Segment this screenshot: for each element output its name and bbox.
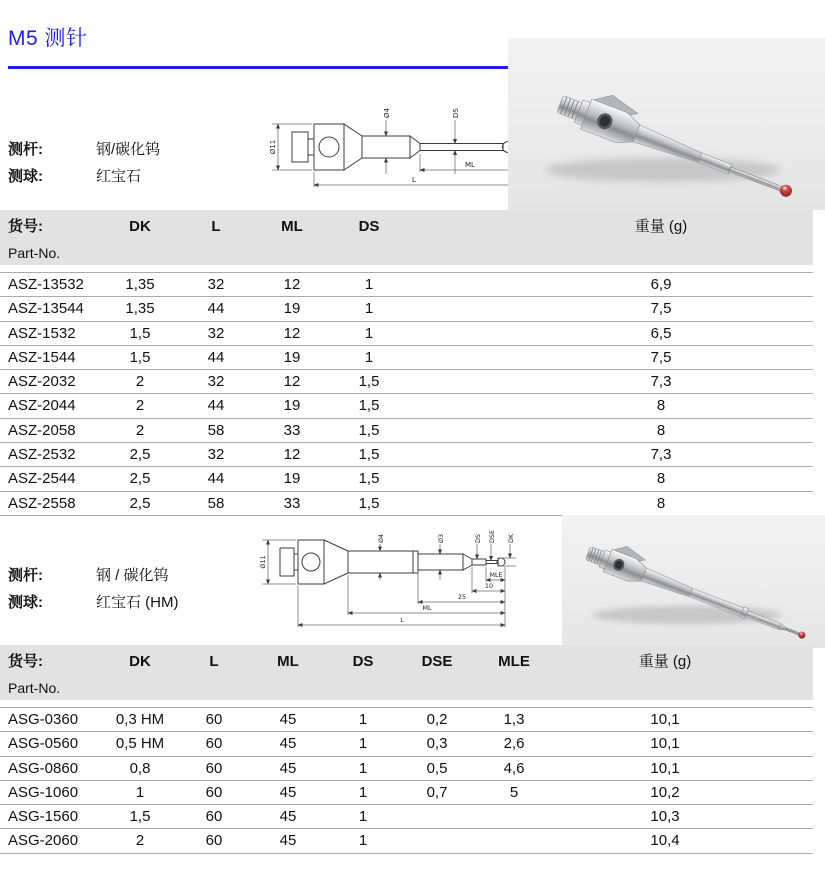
cell-l: 44 — [207, 470, 225, 488]
dim-label-l: L — [400, 616, 404, 624]
cell-dse: 0,7 — [426, 783, 448, 801]
cell-dk: 2,5 — [129, 446, 151, 464]
cell-ds: 1,5 — [358, 446, 380, 464]
cell-l: 58 — [207, 494, 225, 512]
dim-label-ml: ML — [422, 604, 432, 612]
cell-l: 60 — [205, 759, 223, 777]
cell-part-no: ASZ-2558 — [8, 494, 76, 512]
cell-dk: 0,3 HM — [115, 711, 165, 728]
cell-ml: 19 — [283, 300, 301, 318]
col-header-ds: DS — [352, 653, 374, 670]
cell-part-no: ASG-2060 — [8, 832, 79, 850]
spec-row — [8, 163, 258, 190]
table-row — [0, 757, 813, 781]
spec-value: 钢 / 碳化钨 — [96, 567, 169, 584]
cell-ds: 1,5 — [358, 397, 380, 415]
table-row — [0, 394, 813, 418]
cell-ds: 1 — [364, 324, 374, 342]
col-header-dse: DSE — [421, 653, 453, 670]
table-row — [0, 732, 813, 756]
cell-ml: 12 — [283, 324, 301, 342]
cell-spacer — [406, 273, 556, 296]
dim-label-ds: DS — [452, 108, 460, 118]
technical-drawing-2 — [248, 518, 558, 646]
cell-dk: 2 — [135, 373, 145, 391]
cell-mle — [476, 829, 552, 852]
section2-specs — [8, 562, 258, 616]
cell-spacer — [552, 757, 560, 780]
cell-weight: 10,1 — [650, 711, 680, 728]
cell-ds: 1,5 — [358, 421, 380, 439]
cell-part-no: ASG-0360 — [8, 711, 79, 728]
cell-ds: 1 — [358, 759, 368, 777]
product-photo-1 — [508, 38, 825, 210]
table-row — [0, 346, 813, 370]
cell-spacer — [406, 419, 556, 442]
spec-value: 钢/碳化钨 — [96, 141, 161, 158]
cell-dse — [398, 829, 476, 852]
cell-part-no: ASG-0560 — [8, 735, 79, 753]
part-no-header-en: Part-No. — [8, 245, 61, 261]
cell-part-no: ASZ-1544 — [8, 348, 76, 366]
cell-dk: 0,5 HM — [115, 735, 165, 753]
cell-ml: 45 — [279, 808, 297, 826]
dim-label-dk: DK — [507, 533, 515, 543]
cell-part-no: ASZ-1532 — [8, 324, 76, 342]
cell-part-no: ASZ-2032 — [8, 373, 76, 391]
cell-weight: 8 — [656, 494, 666, 512]
cell-dk: 1,35 — [125, 276, 155, 293]
cell-mle: 1,3 — [503, 711, 525, 728]
cell-part-no: ASZ-2058 — [8, 421, 76, 439]
cell-ml: 19 — [283, 397, 301, 415]
cell-ml: 45 — [279, 711, 297, 728]
table-row — [0, 781, 813, 805]
cell-l: 44 — [207, 300, 225, 318]
cell-weight: 8 — [656, 470, 666, 488]
cell-l: 60 — [205, 832, 223, 850]
table-row — [0, 829, 813, 853]
cell-ml: 45 — [279, 735, 297, 753]
cell-weight: 7,5 — [650, 348, 672, 366]
cell-spacer — [552, 732, 560, 755]
cell-spacer — [406, 322, 556, 345]
cell-weight: 7,3 — [650, 373, 672, 391]
part-no-header — [0, 210, 100, 265]
dim-label-mle: MLE — [489, 571, 503, 579]
photo-shadow — [545, 158, 781, 182]
cell-mle: 5 — [509, 783, 519, 801]
cell-dk: 2 — [135, 832, 145, 850]
cell-spacer — [552, 708, 560, 731]
cell-dk: 1 — [135, 783, 145, 801]
cell-ml: 19 — [283, 470, 301, 488]
cell-ds: 1,5 — [358, 494, 380, 512]
cell-ml: 12 — [283, 373, 301, 391]
cell-part-no: ASG-1560 — [8, 808, 79, 826]
cell-dk: 2 — [135, 397, 145, 415]
table2-header — [0, 645, 813, 700]
cell-weight: 10,4 — [650, 832, 680, 850]
cell-spacer — [406, 492, 556, 515]
cell-weight: 10,2 — [650, 783, 680, 801]
cell-part-no: ASZ-2044 — [8, 397, 76, 415]
col-header-l: L — [211, 218, 221, 235]
cell-ds: 1 — [358, 808, 368, 826]
table-row — [0, 297, 813, 321]
cell-ml: 33 — [283, 494, 301, 512]
table-row — [0, 273, 813, 297]
cell-ml: 12 — [283, 276, 301, 293]
cell-ds: 1 — [358, 783, 368, 801]
cell-dk: 1,35 — [125, 300, 155, 318]
cell-ds: 1 — [358, 832, 368, 850]
header-spacer — [406, 210, 556, 265]
cell-l: 32 — [207, 276, 225, 293]
col-header-mle: MLE — [498, 653, 530, 670]
product-photo-2 — [562, 515, 825, 648]
cell-spacer — [552, 829, 560, 852]
table1-header — [0, 210, 813, 265]
cell-l: 32 — [207, 373, 225, 391]
cell-part-no: ASG-0860 — [8, 759, 79, 777]
dim-label-10: 10 — [484, 582, 494, 590]
section1-specs — [8, 136, 258, 190]
table-row — [0, 322, 813, 346]
dim-label-ml: ML — [465, 161, 475, 169]
cell-weight: 8 — [656, 397, 666, 415]
header-spacer — [552, 645, 560, 700]
cell-ds: 1,5 — [358, 470, 380, 488]
cell-dk: 0,8 — [129, 759, 151, 777]
spec-label: 测球: — [8, 168, 43, 185]
cell-dse: 0,2 — [426, 711, 448, 728]
part-no-header-cn: 货号: — [8, 218, 43, 235]
cell-dk: 1,5 — [129, 808, 151, 826]
cell-l: 58 — [207, 421, 225, 439]
cell-l: 44 — [207, 397, 225, 415]
cell-ds: 1 — [364, 348, 374, 366]
col-header-dk: DK — [129, 218, 151, 235]
cell-dse: 0,3 — [426, 735, 448, 753]
cell-weight: 10,1 — [650, 759, 680, 777]
cell-l: 44 — [207, 348, 225, 366]
cell-l: 32 — [207, 324, 225, 342]
dim-label-d11: Ø11 — [269, 139, 277, 155]
dim-label-d3: Ø3 — [437, 533, 445, 543]
cell-l: 60 — [205, 735, 223, 753]
cell-dk: 1,5 — [129, 348, 151, 366]
cell-dse — [398, 805, 476, 828]
cell-spacer — [552, 781, 560, 804]
table1-body — [0, 272, 813, 516]
cell-spacer — [406, 297, 556, 320]
spec-row — [8, 136, 258, 163]
page-title: M5 测针 — [8, 27, 88, 50]
cell-part-no: ASZ-2544 — [8, 470, 76, 488]
table-row — [0, 708, 813, 732]
cell-spacer — [552, 805, 560, 828]
cell-l: 60 — [205, 711, 223, 728]
cell-spacer — [406, 467, 556, 490]
cell-mle: 4,6 — [503, 759, 525, 777]
cell-weight: 10,3 — [650, 808, 680, 826]
cell-l: 60 — [205, 808, 223, 826]
col-header-weight: 重量 (g) — [638, 653, 692, 670]
part-no-header — [0, 645, 100, 700]
cell-dse: 0,5 — [426, 759, 448, 777]
part-no-header-cn: 货号: — [8, 653, 43, 670]
dim-label-ds: DS — [474, 534, 482, 543]
cell-ds: 1 — [358, 711, 368, 728]
cell-dk: 1,5 — [129, 324, 151, 342]
cell-spacer — [406, 346, 556, 369]
cell-ml: 45 — [279, 759, 297, 777]
cell-ml: 33 — [283, 421, 301, 439]
cell-part-no: ASZ-13532 — [8, 276, 84, 293]
cell-ds: 1 — [364, 300, 374, 318]
cell-weight: 7,3 — [650, 446, 672, 464]
cell-ml: 45 — [279, 832, 297, 850]
col-header-weight: 重量 (g) — [634, 218, 688, 235]
spec-row — [8, 562, 258, 589]
col-header-ml: ML — [281, 218, 303, 235]
cell-spacer — [406, 443, 556, 466]
col-header-ml: ML — [277, 653, 299, 670]
cell-dk: 2 — [135, 421, 145, 439]
part-no-header-en: Part-No. — [8, 680, 61, 696]
cell-l: 32 — [207, 446, 225, 464]
cell-mle: 2,6 — [503, 735, 525, 753]
col-header-l: L — [209, 653, 219, 670]
cell-part-no: ASG-1060 — [8, 783, 79, 801]
cell-ml: 19 — [283, 348, 301, 366]
cell-part-no: ASZ-2532 — [8, 446, 76, 464]
spec-value: 红宝石 (HM) — [96, 594, 179, 611]
spec-label: 测杆: — [8, 567, 43, 584]
col-header-ds: DS — [358, 218, 380, 235]
dim-label-25: 25 — [457, 593, 467, 601]
table-row — [0, 419, 813, 443]
cell-spacer — [406, 370, 556, 393]
spec-label: 测球: — [8, 594, 43, 611]
cell-ml: 45 — [279, 783, 297, 801]
cell-weight: 8 — [656, 421, 666, 439]
cell-spacer — [406, 394, 556, 417]
cell-dk: 2,5 — [129, 494, 151, 512]
cell-weight: 10,1 — [650, 735, 680, 753]
dim-label-d11: Ø11 — [259, 555, 267, 569]
cell-weight: 6,9 — [650, 276, 672, 293]
cell-ml: 12 — [283, 446, 301, 464]
photo-background — [508, 38, 825, 210]
cell-weight: 7,5 — [650, 300, 672, 318]
spec-value: 红宝石 — [96, 168, 142, 185]
cell-mle — [476, 805, 552, 828]
spec-label: 测杆: — [8, 141, 43, 158]
cell-ds: 1 — [364, 276, 374, 293]
table-row — [0, 443, 813, 467]
dim-label-d4: Ø4 — [383, 108, 391, 118]
table-row — [0, 467, 813, 491]
cell-weight: 6,5 — [650, 324, 672, 342]
cell-ds: 1 — [358, 735, 368, 753]
cell-dk: 2,5 — [129, 470, 151, 488]
dim-label-dse: DSE — [488, 529, 496, 543]
dim-label-d4: Ø4 — [377, 533, 385, 543]
table2-body — [0, 707, 813, 854]
technical-drawing-1 — [250, 98, 540, 198]
table-row — [0, 805, 813, 829]
dim-label-l: L — [412, 176, 416, 184]
cell-ds: 1,5 — [358, 373, 380, 391]
cell-l: 60 — [205, 783, 223, 801]
cell-part-no: ASZ-13544 — [8, 300, 84, 318]
spec-row — [8, 589, 258, 616]
table-row — [0, 492, 813, 516]
col-header-dk: DK — [129, 653, 151, 670]
table-row — [0, 370, 813, 394]
